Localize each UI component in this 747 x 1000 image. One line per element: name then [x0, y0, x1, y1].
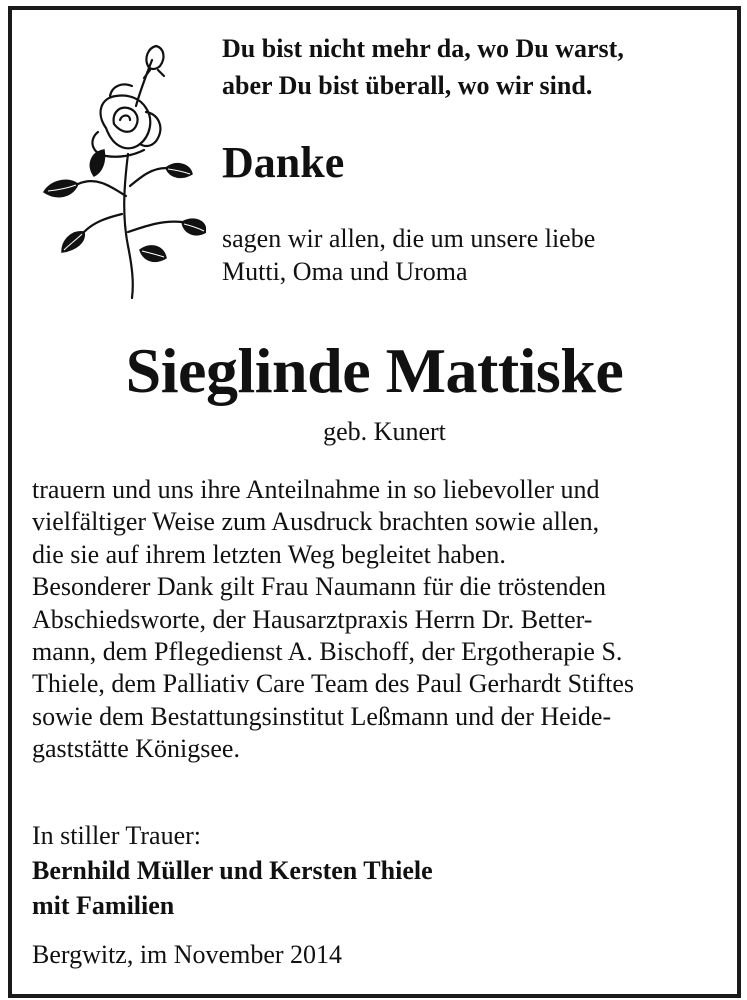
thanks-body: [32, 474, 722, 766]
body-line: vielfältiger Weise zum Ausdruck brachten sowie allen,: [32, 507, 600, 537]
intro-line-2: Mutti, Oma und Uroma: [222, 257, 468, 286]
obituary-card: [8, 6, 741, 998]
signature-family: mit Familien: [32, 891, 175, 920]
body-line: die sie auf ihrem letzten Weg begleitet haben.: [32, 539, 506, 569]
body-line: gaststätte Königsee.: [32, 734, 240, 764]
intro-line-1: sagen wir allen, die um unsere liebe: [222, 224, 596, 253]
place-date: Bergwitz, im November 2014: [32, 940, 343, 969]
body-line: mann, dem Pflegedienst A. Bischoff, der Ergotherapie S.: [32, 637, 623, 667]
quote-line-1: Du bist nicht mehr da, wo Du warst,: [222, 34, 624, 63]
memorial-quote: [222, 30, 722, 104]
intro-text: [222, 222, 722, 288]
body-line: trauern und uns ihre Anteilnahme in so liebevoller und: [32, 475, 600, 504]
signature-block: [32, 818, 722, 923]
signature-intro: In stiller Trauer:: [32, 821, 201, 850]
signature-names: Bernhild Müller und Kersten Thiele: [32, 856, 433, 885]
body-line: Besonderer Dank gilt Frau Naumann für die tröstenden: [32, 572, 607, 602]
heading-danke: Danke: [222, 138, 345, 187]
deceased-name: Sieglinde Mattiske: [125, 335, 624, 406]
body-line: sowie dem Bestattungsinstitut Leßmann und der Heide-: [32, 701, 612, 731]
maiden-name: geb. Kunert: [323, 417, 446, 446]
body-line: Abschiedsworte, der Hausarztpraxis Herrn Dr. Better-: [32, 604, 593, 634]
quote-line-2: aber Du bist überall, wo wir sind.: [222, 71, 593, 100]
body-line: Thiele, dem Palliativ Care Team des Paul Gerhardt Stiftes: [32, 669, 635, 699]
rose-icon: [36, 36, 206, 302]
